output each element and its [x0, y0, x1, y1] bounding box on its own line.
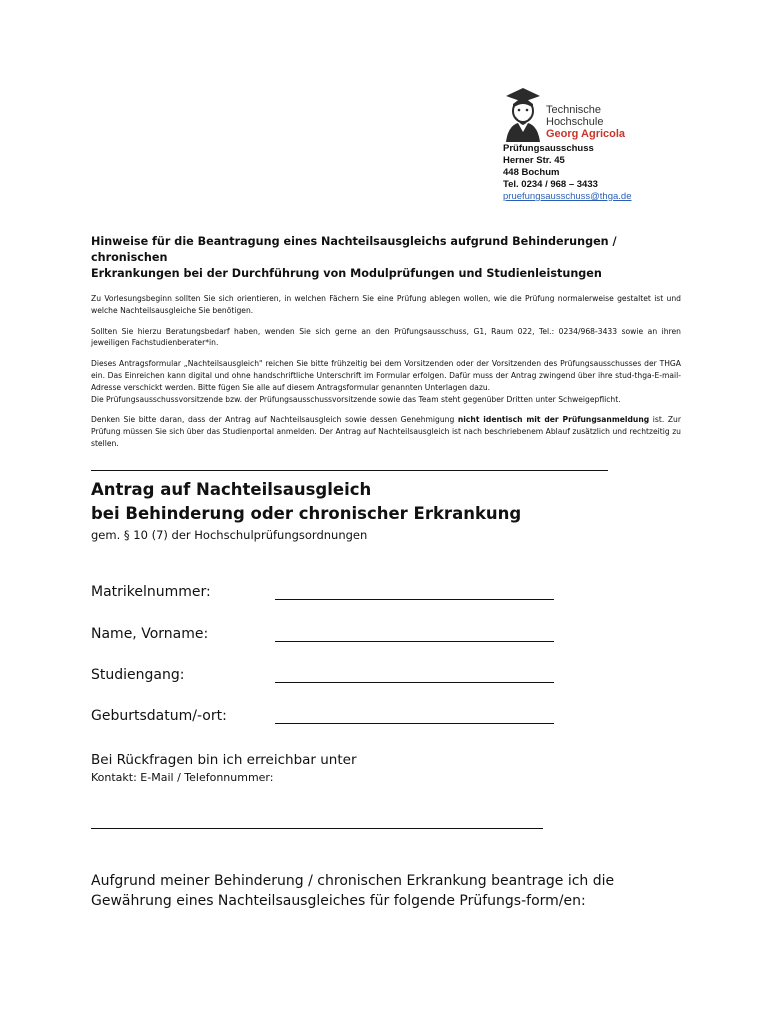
logo-wordmark [546, 104, 625, 140]
address-block [503, 143, 631, 203]
instructions-paragraph-4 [91, 414, 681, 449]
instructions-paragraph-4-end: ist. Zur Prüfung müssen Sie sich über das Studienportal anmelden. Der Antrag auf Nachteilsausgleich ist nach beschriebenem Ablauf zusätzlich und rechtzeitig zu stellen. [91, 415, 681, 448]
instructions-section [91, 234, 681, 459]
request-statement-line-2: Gewährung eines Nachteilsausgleiches für folgende Prüfungs-form/en: [91, 893, 586, 909]
office-name: Prüfungsausschuss [503, 143, 594, 154]
instructions-paragraph-4-emphasis: nicht identisch mit der Prüfungsanmeldung [457, 415, 650, 425]
form-title-line-2: bei Behinderung oder chronischer Erkrankung [91, 504, 522, 523]
instructions-paragraph-3-main: Dieses Antragsformular „Nachteilsausgleich" reichen Sie bitte frühzeitig bei dem Vorsitzenden oder der Vorsitzenden des Prüfungsausschusses der THGA ein. Das Einreichen kann digital und ohne handschriftliche Unterschrift im Formular erfolgen. Dafür muss der Antrag zwingend über ihre stud-thga-E-mail-Adresse verschickt werden. Bitte fügen Sie alle auf diesem Antragsformular genannten Unterlagen dazu. [91, 359, 681, 392]
phone: Tel. 0234 / 968 – 3433 [503, 179, 598, 190]
logo-line-1: Technische [546, 104, 602, 116]
instructions-paragraph-3 [91, 358, 681, 405]
request-statement [91, 871, 711, 911]
instructions-heading-line-1: Hinweise für die Beantragung eines Nachteilsausgleichs aufgrund Behinderungen / chronischen [91, 235, 617, 264]
field-input-line[interactable] [275, 641, 554, 642]
request-statement-line-1: Aufgrund meiner Behinderung / chronischen Erkrankung beantrage ich die [91, 873, 615, 889]
city: 448 Bochum [503, 167, 560, 178]
section-divider [91, 470, 608, 471]
logo-line-2: Hochschule [546, 116, 604, 128]
instructions-paragraph-3-confidentiality: Die Prüfungsausschussvorsitzende bzw. der Prüfungsausschussvorsitzende sowie das Team steht gegenüber Dritten unter Schweigepflicht. [91, 394, 621, 404]
contact-section [91, 750, 357, 786]
contact-input-line[interactable] [91, 828, 543, 829]
instructions-paragraph-4-start: Denken Sie bitte daran, dass der Antrag auf Nachteilsausgleich sowie dessen Genehmigung [91, 415, 458, 425]
form-title-block [91, 478, 521, 544]
contact-subheading: Kontakt: E-Mail / Telefonnummer: [91, 771, 274, 784]
instructions-heading-line-2: Erkrankungen bei der Durchführung von Modulprüfungen und Studienleistungen [91, 267, 602, 280]
instructions-paragraph-2: Sollten Sie hierzu Beratungsbedarf haben, wenden Sie sich gerne an den Prüfungsausschuss, G1, Raum 022, Tel.: 0234/968-3433 sowie an ihren jeweiligen Fachstudienberater*in. [91, 326, 681, 348]
field-input-line[interactable] [275, 723, 554, 724]
street: Herner Str. 45 [503, 155, 565, 166]
instructions-paragraph-1: Zu Vorlesungsbeginn sollten Sie sich orientieren, in welchen Fächern Sie eine Prüfung ablegen wollen, wie die Prüfung normalerweise gestaltet ist und welche Nachteilsausgleiche Sie benötigen. [91, 294, 681, 315]
form-subtitle: gem. § 10 (7) der Hochschulprüfungsordnungen [91, 528, 368, 542]
logo-line-3: Georg Agricola [546, 128, 626, 140]
portrait-logo-icon [502, 86, 544, 142]
form-title-line-1: Antrag auf Nachteilsausgleich [91, 480, 372, 499]
email-link[interactable]: pruefungsausschuss@thga.de [503, 191, 632, 202]
instructions-heading [91, 234, 681, 282]
field-label: Matrikelnummer: [91, 584, 211, 600]
field-input-line[interactable] [275, 682, 554, 683]
field-input-line[interactable] [275, 599, 554, 600]
contact-heading: Bei Rückfragen bin ich erreichbar unter [91, 752, 357, 768]
field-label: Name, Vorname: [91, 626, 209, 642]
field-label: Studiengang: [91, 667, 185, 683]
university-logo [502, 86, 642, 142]
field-label: Geburtsdatum/-ort: [91, 708, 227, 724]
